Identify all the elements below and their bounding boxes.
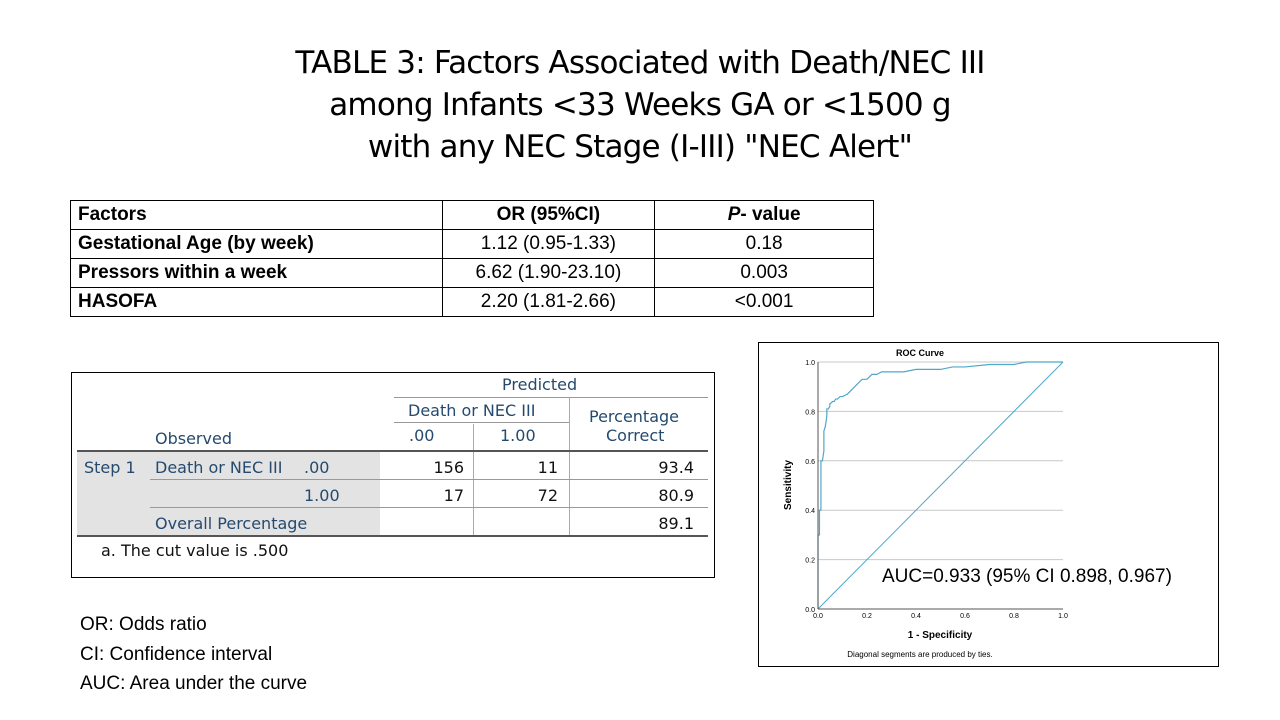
cell-0-pct: 93.4 xyxy=(658,458,694,477)
divider xyxy=(394,397,708,398)
factors-header-row xyxy=(71,201,874,230)
x-tick-label: 0.8 xyxy=(1009,613,1019,620)
x-tick-label: 0.6 xyxy=(960,613,970,620)
table-row xyxy=(71,230,874,259)
factor-name: Pressors within a week xyxy=(71,259,443,288)
p-rest: - value xyxy=(740,204,801,225)
cut-value-footnote: a. The cut value is .500 xyxy=(101,541,289,560)
row-label-0: .00 xyxy=(304,458,330,477)
y-tick-label: 0.8 xyxy=(805,409,815,417)
percentage-header-2: Correct xyxy=(606,426,665,445)
percentage-header-1: Percentage xyxy=(589,407,680,426)
y-tick-label: 0.6 xyxy=(805,458,815,466)
or-header: OR (95%CI) xyxy=(442,201,655,230)
x-tick-label: 1.0 xyxy=(1058,613,1068,620)
title-line-2: among Infants <33 Weeks GA or <1500 g xyxy=(329,87,951,123)
roc-chart-svg xyxy=(759,343,1218,666)
classification-table xyxy=(71,372,715,578)
p-value: 0.18 xyxy=(655,230,874,259)
x-axis-label: 1 - Specificity xyxy=(907,630,973,641)
overall-pct: 89.1 xyxy=(658,514,694,533)
divider xyxy=(150,507,708,508)
cell-1-0: 17 xyxy=(443,486,464,505)
header-rule xyxy=(77,450,708,452)
observed-header: Observed xyxy=(155,429,232,448)
factors-table xyxy=(70,200,874,317)
or-value: 6.62 (1.90-23.10) xyxy=(442,259,655,288)
predicted-header: Predicted xyxy=(502,375,578,394)
y-axis-label: Sensitivity xyxy=(783,459,794,511)
or-value: 2.20 (1.81-2.66) xyxy=(442,288,655,317)
chart-footnote: Diagonal segments are produced by ties. xyxy=(847,650,993,659)
table-row xyxy=(71,288,874,317)
divider xyxy=(569,397,570,536)
step-label: Step 1 xyxy=(84,458,136,477)
or-value: 1.12 (0.95-1.33) xyxy=(442,230,655,259)
factor-name: HASOFA xyxy=(71,288,443,317)
roc-chart xyxy=(758,342,1219,667)
gridlines xyxy=(818,362,1063,560)
row-group-label: Death or NEC III xyxy=(155,458,283,477)
x-tick-label: 0.0 xyxy=(813,613,823,620)
factor-name: Gestational Age (by week) xyxy=(71,230,443,259)
factors-header: Factors xyxy=(71,201,443,230)
abbreviation-legend xyxy=(80,610,307,699)
title-line-3: with any NEC Stage (I-III) "NEC Alert" xyxy=(367,129,913,165)
legend-or: OR: Odds ratio xyxy=(80,614,207,635)
row-label-1: 1.00 xyxy=(304,486,340,505)
divider xyxy=(394,422,570,423)
y-tick-label: 0.4 xyxy=(805,508,815,516)
overall-label: Overall Percentage xyxy=(155,514,308,533)
x-tick-label: 0.2 xyxy=(862,613,872,620)
x-tick-label: 0.4 xyxy=(911,613,921,620)
y-tick-label: 0.0 xyxy=(805,607,815,614)
bottom-rule xyxy=(77,535,708,537)
chart-title: ROC Curve xyxy=(895,348,945,358)
slide-title xyxy=(0,42,1280,168)
divider xyxy=(150,479,708,480)
cell-1-1: 72 xyxy=(537,486,558,505)
cell-0-1: 11 xyxy=(537,458,558,477)
legend-ci: CI: Confidence interval xyxy=(80,643,273,665)
table-row xyxy=(71,259,874,288)
col-header-0: .00 xyxy=(409,426,435,445)
p-value: <0.001 xyxy=(655,288,874,317)
p-italic: P xyxy=(727,204,741,225)
legend-auc: AUC: Area under the curve xyxy=(80,673,308,694)
cell-0-0: 156 xyxy=(433,458,464,477)
p-value-header xyxy=(655,201,874,230)
y-tick-label: 0.2 xyxy=(805,557,815,565)
group-header: Death or NEC III xyxy=(408,401,536,420)
divider xyxy=(473,424,474,536)
col-header-1: 1.00 xyxy=(500,426,536,445)
auc-annotation: AUC=0.933 (95% CI 0.898, 0.967) xyxy=(882,566,1172,587)
cell-1-pct: 80.9 xyxy=(658,486,694,505)
p-value: 0.003 xyxy=(655,259,874,288)
title-line-1: TABLE 3: Factors Associated with Death/NEC III xyxy=(295,45,985,81)
y-tick-label: 1.0 xyxy=(805,360,815,367)
